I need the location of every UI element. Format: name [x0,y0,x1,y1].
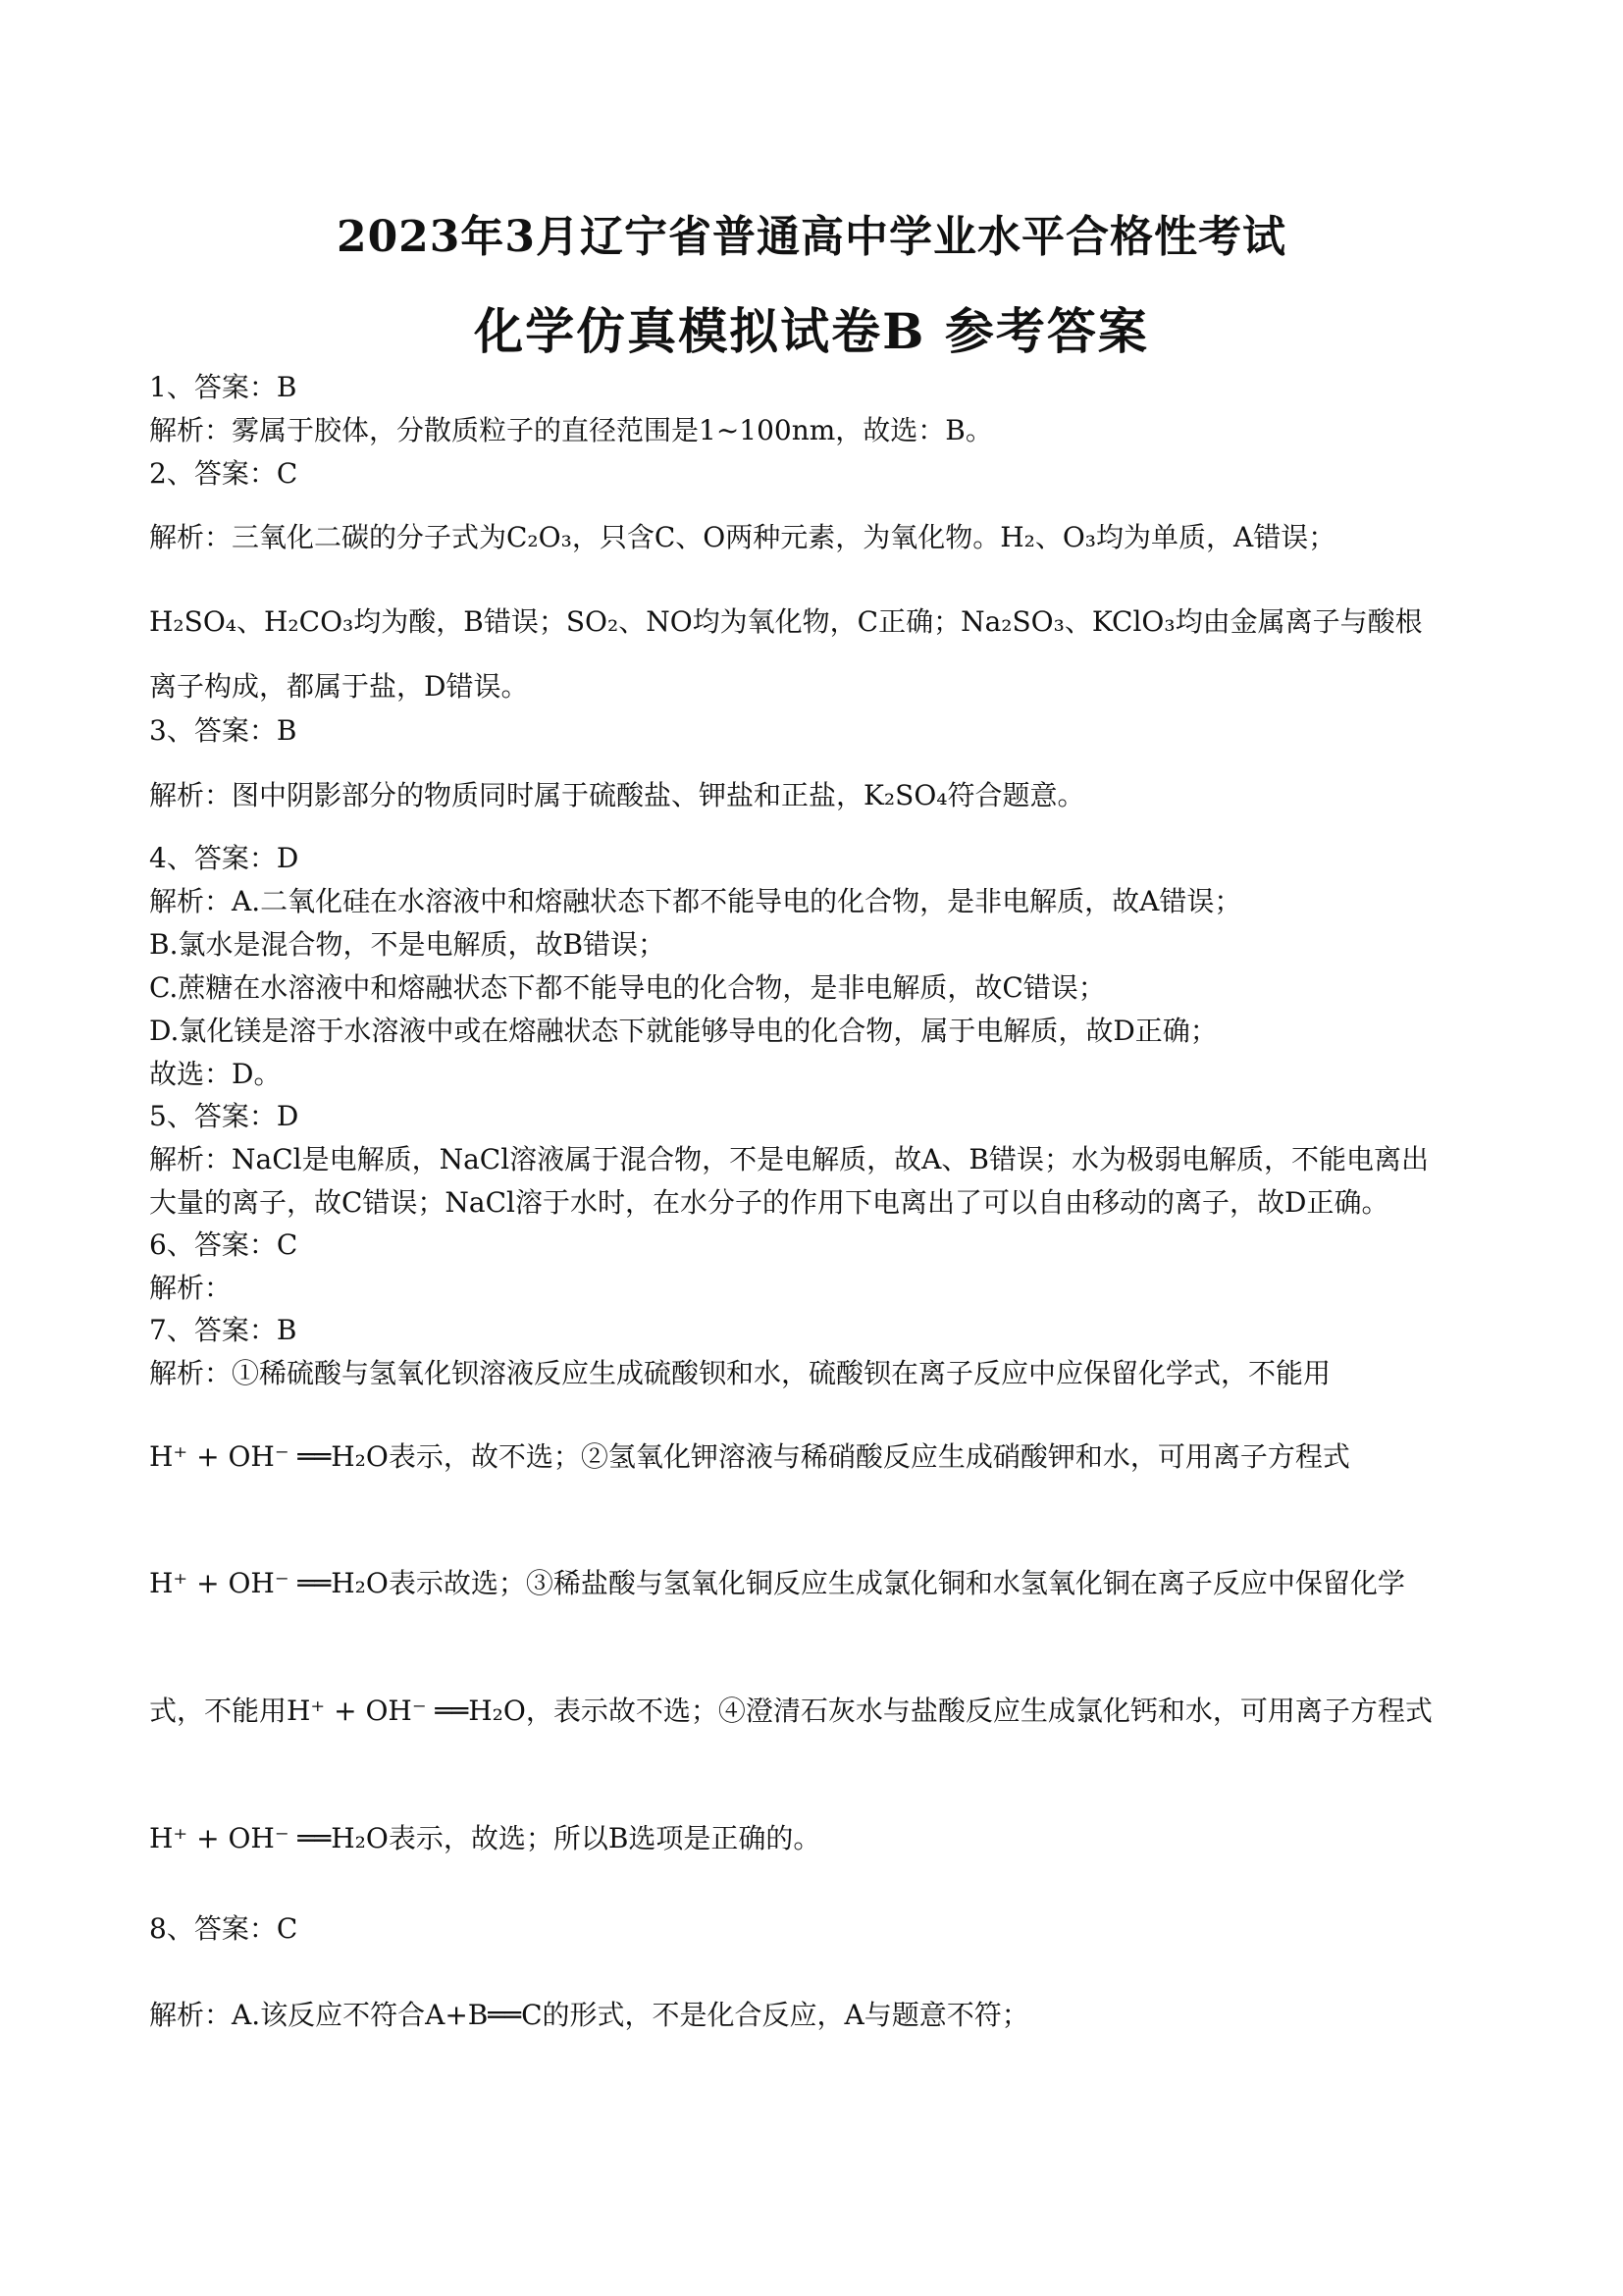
answer-5: 5、答案：D [149,1100,299,1132]
answer-4: 4、答案：D [149,842,299,874]
explanation-2-line-1: 解析：三氧化二碳的分子式为C₂O₃，只含C、O两种元素，为氧化物。H₂、O₃均为单质，A错误； [149,521,1336,553]
explanation-5-line-1: 解析：NaCl是电解质，NaCl溶液属于混合物，不是电解质，故A、B错误；水为极弱电解质，不能电离出 [149,1143,1429,1175]
explanation-6: 解析： [149,1272,233,1304]
answer-2: 2、答案：C [149,457,298,490]
document-subtitle: 化学仿真模拟试卷B 参考答案 [474,302,1149,360]
document-title: 2023年3月辽宁省普通高中学业水平合格性考试 [336,212,1287,262]
explanation-7-line-5: H⁺ + OH⁻ ══H₂O表示，故选；所以B选项是正确的。 [149,1822,821,1854]
explanation-2-line-2: H₂SO₄、H₂CO₃均为酸，B错误；SO₂、NO均为氧化物，C正确；Na₂SO₃、KClO₃均由金属离子与酸根 [149,605,1423,638]
answer-6: 6、答案：C [149,1228,298,1261]
answer-8: 8、答案：C [149,1912,298,1945]
explanation-5-line-2: 大量的离子，故C错误；NaCl溶于水时，在水分子的作用下电离出了可以自由移动的离子，故D正确。 [149,1186,1389,1219]
explanation-4-c: C.蔗糖在水溶液中和熔融状态下都不能导电的化合物，是非电解质，故C错误； [149,971,1106,1004]
explanation-4-d: D.氯化镁是溶于水溶液中或在熔融状态下就能够导电的化合物，属于电解质，故D正确； [149,1015,1218,1047]
answer-1: 1、答案：B [149,371,297,403]
explanation-8-line-1: 解析：A.该反应不符合A+B══C的形式，不是化合反应，A与题意不符； [149,1999,1029,2031]
answer-7: 7、答案：B [149,1314,297,1346]
explanation-1: 解析：雾属于胶体，分散质粒子的直径范围是1~100nm，故选：B。 [149,414,993,446]
explanation-4-conclusion: 故选：D。 [149,1058,282,1090]
explanation-7-line-3: H⁺ + OH⁻ ══H₂O表示故选；③稀盐酸与氢氧化铜反应生成氯化铜和水氢氧化铜在离子反应中保留化学 [149,1567,1405,1599]
answer-3: 3、答案：B [149,714,297,747]
explanation-3: 解析：图中阴影部分的物质同时属于硫酸盐、钾盐和正盐，K₂SO₄符合题意。 [149,779,1085,811]
explanation-7-line-1: 解析：①稀硫酸与氢氧化钡溶液反应生成硫酸钡和水，硫酸钡在离子反应中应保留化学式，不能用 [149,1357,1332,1389]
explanation-7-line-2: H⁺ + OH⁻ ══H₂O表示，故不选；②氢氧化钾溶液与稀硝酸反应生成硝酸钾和水，可用离子方程式 [149,1440,1350,1473]
explanation-2-line-3: 离子构成，都属于盐，D错误。 [149,670,529,703]
explanation-4-a: 解析：A.二氧化硅在水溶液中和熔融状态下都不能导电的化合物，是非电解质，故A错误； [149,885,1242,917]
explanation-4-b: B.氯水是混合物，不是电解质，故B错误； [149,928,666,961]
explanation-7-line-4: 式，不能用H⁺ + OH⁻ ══H₂O，表示故不选；④澄清石灰水与盐酸反应生成氯化钙和水，可用离子方程式 [149,1695,1433,1727]
